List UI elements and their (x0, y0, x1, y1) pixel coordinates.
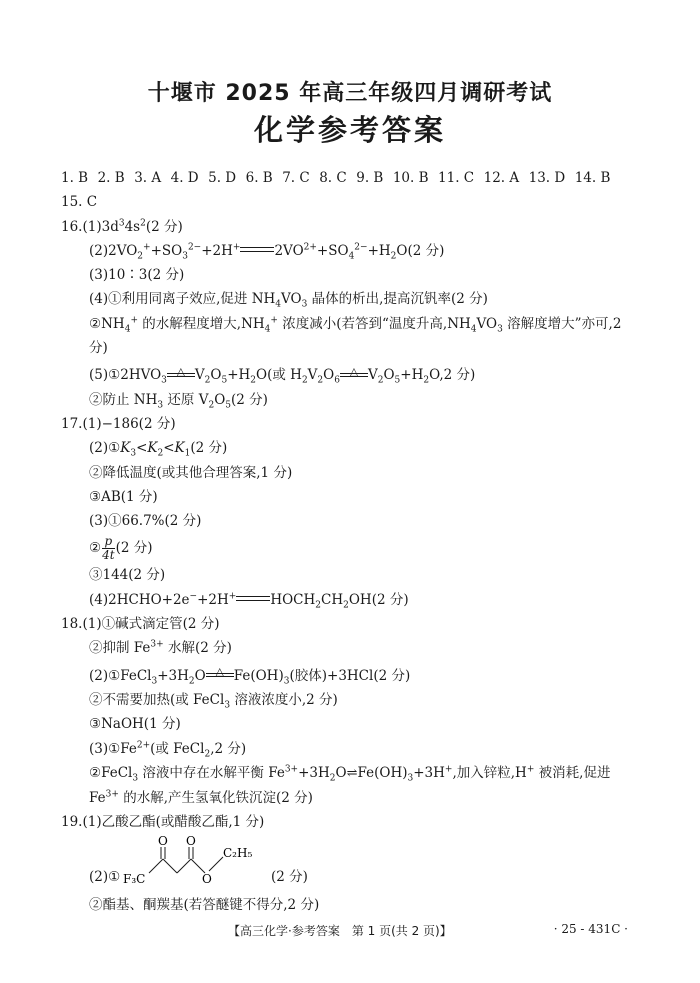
choice-answer: 1. B (61, 170, 89, 186)
choice-answer-15: 15. C (61, 194, 98, 211)
footer-page-info: 【高三化学·参考答案 第 1 页(共 2 页)】 (228, 924, 452, 938)
q16-part4a: (4)①利用同离子效应,促进 $NH_4VO_3$ 晶体的析出,提高沉钒率(2 分) (89, 291, 488, 311)
choice-answer: 11. C (438, 170, 475, 186)
q17-part2c: ③AB(1 分) (89, 488, 158, 505)
carbonyl-o-1: O (158, 834, 168, 848)
f3c-label: F₃C (123, 871, 146, 886)
q17-part4: (4)2HCHO+2e−+2H+ $HOCH_2CH_2OH(2$ 分) (89, 591, 409, 611)
q18-part1a: 18.(1)①碱式滴定管(2 分) (61, 616, 220, 633)
ethyl-trifluoroacetoacetate-structure (123, 835, 263, 893)
q19-part2b: ②酯基、酮羰基(若答醚键不得分,2 分) (89, 896, 320, 913)
q18-part1b: ②抑制 $Fe^{3+}$ 水解(2 分) (89, 639, 232, 657)
q18-part2b: ②不需要加热(或 FeCl$_3$ 溶液浓度小,2 分) (89, 691, 338, 711)
c2h5-label: C₂H₅ (223, 845, 253, 860)
q18-part3b: ②FeCl$_3$ 溶液中存在水解平衡 $Fe^{3+}+3H_2O\rightleftharpoons Fe(OH)_3+3H^+$,加入锌粒,H+ 被消耗,促进 $Fe^{3+}$ 的水解,产生氢氧化铁沉淀(2 分) (89, 764, 611, 807)
choice-answer: 6. B (245, 170, 273, 186)
choice-answer: 9. B (356, 170, 384, 186)
q17-part2a: $(2)①K_3<K_2<K_1(2$ 分) (89, 440, 228, 459)
choice-answer: 14. B (574, 170, 611, 186)
choice-answer: 7. C (282, 170, 310, 186)
ester-o: O (202, 871, 212, 886)
q16-part1: $16.(1)3d^34s^2(2$ 分) (61, 218, 183, 235)
exam-title: 十堰市 2025 年高三年级四月调研考试 (147, 81, 553, 106)
q17-part3a: (3)①66.7%(2 分) (89, 513, 202, 530)
choice-answer: 3. A (134, 170, 162, 186)
choice-answer: 8. C (319, 170, 347, 186)
choice-answer: 13. D (528, 170, 566, 186)
q17-part3b: ② $\frac{p}{4t}$ (2 分) (89, 534, 153, 563)
carbonyl-o-2: O (186, 834, 196, 848)
q16-part2: $(2)2VO_2^++SO_3^{2-}+2H^+$ $2VO^{2+}+SO_4^{2-}+H_2O(2$ 分) (89, 242, 445, 262)
choice-answers (61, 166, 641, 190)
q17-part1: 17.(1)−186(2 分) (61, 415, 176, 432)
footer-code: · 25 - 431C · (553, 922, 628, 936)
q18-part3a: $(3)①Fe^{2+}$(或 FeCl$_2$,2 分) (89, 740, 247, 760)
choice-answer: 4. D (170, 170, 199, 186)
choice-answer: 12. A (483, 170, 520, 186)
answer-key-title: 化学参考答案 (253, 113, 446, 147)
q16-part5a: $(5)①2HVO_3$ △ $V_2O_5+H_2O$(或 $H_2V_2O_6$ △ $V_2O_5+H_2O,2$ 分) (89, 364, 476, 387)
q17-part3c: ③144(2 分) (89, 567, 166, 584)
choice-answer: 5. D (208, 170, 237, 186)
q19-part1: 19.(1)乙酸乙酯(或醋酸乙酯,1 分) (61, 814, 265, 831)
choice-answer: 2. B (97, 170, 125, 186)
q16-part3: (3)10∶3(2 分) (89, 267, 185, 284)
fraction: $\frac{p}{4t}$ (102, 534, 115, 563)
q17-part2b: ②降低温度(或其他合理答案,1 分) (89, 464, 293, 481)
q18-part2c: ③NaOH(1 分) (89, 716, 181, 733)
q19-part2a: (2)① F₃C O O O C₂H₅ (2 分) (61, 835, 641, 893)
q16-part4b: $②NH_4^+$ 的水解程度增大$,NH_4^+$ 浓度减小(若答到“温度升高$,NH_4VO_3$ 溶解度增大”亦可,2 分) (89, 315, 622, 357)
answer-content (61, 166, 641, 917)
q18-part2a: $(2)①FeCl_3+3H_2O$ △ $Fe(OH)_3$(胶体)+3HCl(2 分) (89, 665, 411, 687)
q16-part5b: ②防止 $NH_3$ 还原 $V_2O_5(2$ 分) (89, 391, 268, 411)
choice-answer: 10. B (392, 170, 429, 186)
